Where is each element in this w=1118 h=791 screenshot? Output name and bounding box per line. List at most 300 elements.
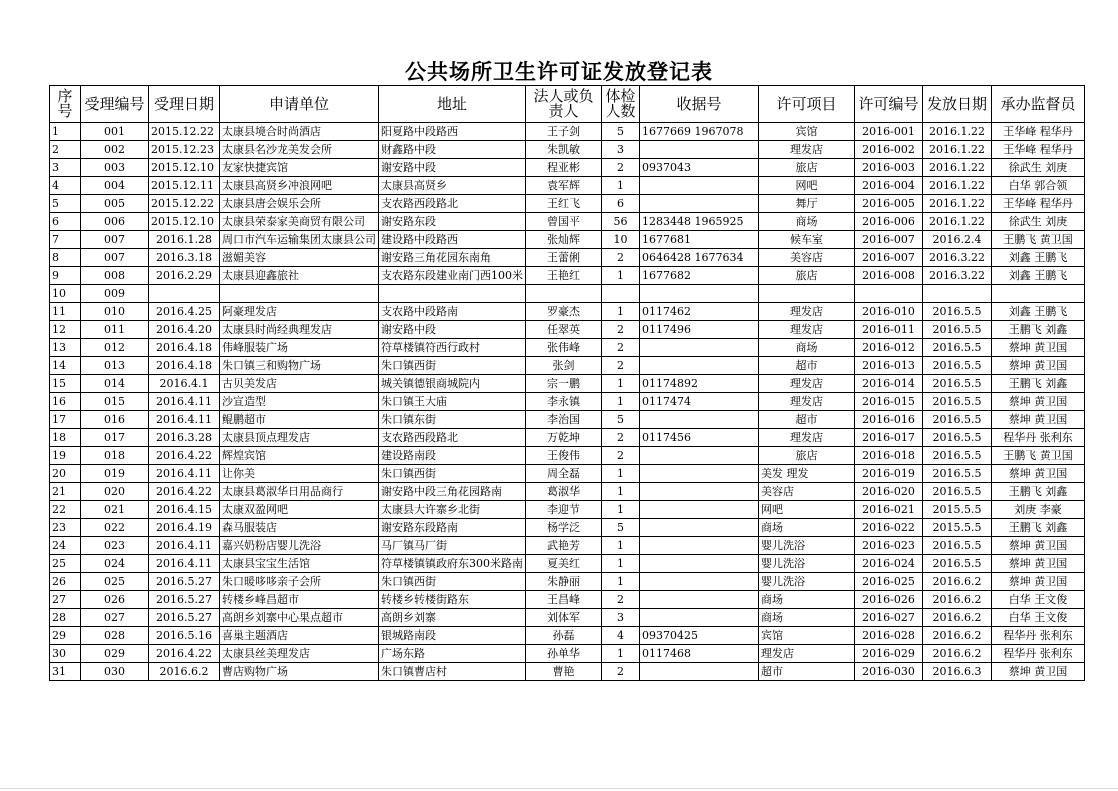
cell-license-no: 2016-022 bbox=[855, 519, 923, 537]
cell-receipt-no bbox=[640, 537, 759, 555]
cell-applicant: 伟峰服装广场 bbox=[220, 339, 379, 357]
cell-accept-date: 2015.12.23 bbox=[149, 141, 220, 159]
cell-accept-date: 2016.4.11 bbox=[149, 465, 220, 483]
cell-exam-count: 1 bbox=[602, 645, 640, 663]
cell-applicant: 太康县迎鑫旅社 bbox=[220, 267, 379, 285]
cell-legal-person: 王红飞 bbox=[526, 195, 602, 213]
cell-issue-date: 2016.2.4 bbox=[923, 231, 992, 249]
cell-legal-person: 王蕾俐 bbox=[526, 249, 602, 267]
cell-exam-count: 56 bbox=[602, 213, 640, 231]
cell-supervisor: 王鹏飞 黄卫国 bbox=[992, 231, 1085, 249]
cell-receipt-no bbox=[640, 411, 759, 429]
cell-license-no: 2016-020 bbox=[855, 483, 923, 501]
cell-legal-person: 张伟峰 bbox=[526, 339, 602, 357]
cell-accept-date: 2015.12.10 bbox=[149, 213, 220, 231]
cell-accept-date: 2016.4.22 bbox=[149, 447, 220, 465]
cell-accept-no: 023 bbox=[81, 537, 149, 555]
table-row bbox=[50, 213, 1085, 231]
cell-accept-no: 002 bbox=[81, 141, 149, 159]
cell-applicant: 太康县顶点理发店 bbox=[220, 429, 379, 447]
cell-issue-date: 2015.5.5 bbox=[923, 519, 992, 537]
cell-seq: 13 bbox=[50, 339, 81, 357]
cell-applicant: 转楼乡峰昌超市 bbox=[220, 591, 379, 609]
cell-accept-date: 2016.4.15 bbox=[149, 501, 220, 519]
cell-seq: 12 bbox=[50, 321, 81, 339]
cell-license-item: 旅店 bbox=[759, 447, 855, 465]
table-row bbox=[50, 123, 1085, 141]
cell-receipt-no bbox=[640, 285, 759, 303]
cell-license-no: 2016-012 bbox=[855, 339, 923, 357]
cell-legal-person: 李迎节 bbox=[526, 501, 602, 519]
cell-applicant: 朱口暖哆哆亲子会所 bbox=[220, 573, 379, 591]
cell-receipt-no bbox=[640, 447, 759, 465]
cell-receipt-no bbox=[640, 177, 759, 195]
cell-address: 谢安路东段 bbox=[379, 213, 526, 231]
cell-applicant: 让你美 bbox=[220, 465, 379, 483]
cell-issue-date: 2016.1.22 bbox=[923, 159, 992, 177]
cell-license-no: 2016-010 bbox=[855, 303, 923, 321]
cell-license-no: 2016-029 bbox=[855, 645, 923, 663]
cell-seq: 17 bbox=[50, 411, 81, 429]
cell-issue-date: 2016.5.5 bbox=[923, 483, 992, 501]
cell-accept-date: 2016.4.19 bbox=[149, 519, 220, 537]
header-accept-no: 受理编号 bbox=[81, 86, 149, 123]
cell-accept-date: 2016.4.20 bbox=[149, 321, 220, 339]
cell-supervisor: 王鹏飞 黄卫国 bbox=[992, 447, 1085, 465]
cell-issue-date: 2016.3.22 bbox=[923, 249, 992, 267]
cell-supervisor: 徐武生 刘庚 bbox=[992, 213, 1085, 231]
cell-exam-count: 6 bbox=[602, 195, 640, 213]
cell-supervisor: 刘鑫 王鹏飞 bbox=[992, 249, 1085, 267]
cell-accept-date: 2016.3.28 bbox=[149, 429, 220, 447]
cell-exam-count: 2 bbox=[602, 339, 640, 357]
cell-license-no: 2016-024 bbox=[855, 555, 923, 573]
cell-supervisor: 程华丹 张利东 bbox=[992, 645, 1085, 663]
cell-exam-count: 2 bbox=[602, 321, 640, 339]
cell-license-item: 商场 bbox=[759, 591, 855, 609]
cell-address: 财鑫路中段 bbox=[379, 141, 526, 159]
cell-supervisor: 蔡坤 黄卫国 bbox=[992, 411, 1085, 429]
cell-seq: 22 bbox=[50, 501, 81, 519]
cell-address: 阳夏路中段路西 bbox=[379, 123, 526, 141]
cell-issue-date: 2015.5.5 bbox=[923, 501, 992, 519]
cell-license-item: 美发 理发 bbox=[759, 465, 855, 483]
cell-legal-person: 王艳红 bbox=[526, 267, 602, 285]
cell-seq: 18 bbox=[50, 429, 81, 447]
cell-license-item: 舞厅 bbox=[759, 195, 855, 213]
cell-exam-count: 1 bbox=[602, 483, 640, 501]
cell-license-no: 2016-027 bbox=[855, 609, 923, 627]
cell-issue-date: 2016.5.5 bbox=[923, 555, 992, 573]
cell-applicant: 友家快捷宾馆 bbox=[220, 159, 379, 177]
cell-receipt-no bbox=[640, 141, 759, 159]
cell-exam-count: 2 bbox=[602, 159, 640, 177]
cell-address: 太康县大许寨乡北街 bbox=[379, 501, 526, 519]
cell-accept-date: 2016.6.2 bbox=[149, 663, 220, 681]
cell-address: 朱口镇西街 bbox=[379, 357, 526, 375]
cell-issue-date: 2016.1.22 bbox=[923, 177, 992, 195]
cell-license-no: 2016-018 bbox=[855, 447, 923, 465]
cell-exam-count: 5 bbox=[602, 519, 640, 537]
cell-license-item: 网吧 bbox=[759, 501, 855, 519]
header-seq: 序号 bbox=[50, 86, 81, 123]
cell-supervisor bbox=[992, 285, 1085, 303]
cell-address: 支农路西段路北 bbox=[379, 195, 526, 213]
cell-receipt-no bbox=[640, 339, 759, 357]
table-header-row bbox=[50, 86, 1085, 123]
cell-address: 朱口镇王大庙 bbox=[379, 393, 526, 411]
header-issue-date: 发放日期 bbox=[923, 86, 992, 123]
cell-receipt-no: 1283448 1965925 bbox=[640, 213, 759, 231]
table-row bbox=[50, 573, 1085, 591]
cell-legal-person: 袁军辉 bbox=[526, 177, 602, 195]
cell-license-no: 2016-021 bbox=[855, 501, 923, 519]
cell-license-item: 超市 bbox=[759, 411, 855, 429]
cell-legal-person: 王昌峰 bbox=[526, 591, 602, 609]
cell-supervisor: 王华峰 程华丹 bbox=[992, 141, 1085, 159]
cell-issue-date: 2016.5.5 bbox=[923, 429, 992, 447]
cell-accept-date: 2016.4.11 bbox=[149, 393, 220, 411]
cell-license-no: 2016-006 bbox=[855, 213, 923, 231]
cell-applicant: 鲲鹏超市 bbox=[220, 411, 379, 429]
table-row bbox=[50, 645, 1085, 663]
table-row bbox=[50, 195, 1085, 213]
cell-supervisor: 蔡坤 黄卫国 bbox=[992, 393, 1085, 411]
cell-license-no bbox=[855, 285, 923, 303]
cell-supervisor: 程华丹 张利东 bbox=[992, 429, 1085, 447]
cell-accept-date: 2016.4.1 bbox=[149, 375, 220, 393]
cell-address: 支农路西段路北 bbox=[379, 429, 526, 447]
cell-exam-count: 1 bbox=[602, 267, 640, 285]
cell-address: 符草楼镇符西行政村 bbox=[379, 339, 526, 357]
header-exam-count: 体检人数 bbox=[602, 86, 640, 123]
cell-receipt-no: 1677682 bbox=[640, 267, 759, 285]
cell-applicant: 阿豪理发店 bbox=[220, 303, 379, 321]
cell-exam-count: 2 bbox=[602, 429, 640, 447]
cell-applicant: 森马服装店 bbox=[220, 519, 379, 537]
cell-seq: 31 bbox=[50, 663, 81, 681]
cell-license-item: 商场 bbox=[759, 519, 855, 537]
cell-exam-count: 2 bbox=[602, 663, 640, 681]
table-row bbox=[50, 663, 1085, 681]
cell-license-item: 宾馆 bbox=[759, 627, 855, 645]
table-row bbox=[50, 393, 1085, 411]
cell-license-item: 理发店 bbox=[759, 303, 855, 321]
cell-accept-no: 005 bbox=[81, 195, 149, 213]
cell-accept-no: 011 bbox=[81, 321, 149, 339]
cell-address: 建设路南段 bbox=[379, 447, 526, 465]
cell-license-item: 理发店 bbox=[759, 141, 855, 159]
cell-legal-person: 孙单华 bbox=[526, 645, 602, 663]
cell-applicant: 太康县唐会娱乐会所 bbox=[220, 195, 379, 213]
cell-seq: 9 bbox=[50, 267, 81, 285]
cell-accept-no: 008 bbox=[81, 267, 149, 285]
cell-address: 朱口镇西街 bbox=[379, 465, 526, 483]
cell-applicant: 辉煌宾馆 bbox=[220, 447, 379, 465]
cell-exam-count: 5 bbox=[602, 411, 640, 429]
cell-exam-count: 2 bbox=[602, 249, 640, 267]
cell-applicant bbox=[220, 285, 379, 303]
cell-receipt-no bbox=[640, 519, 759, 537]
page-title: 公共场所卫生许可证发放登记表 bbox=[405, 60, 713, 84]
cell-accept-no: 001 bbox=[81, 123, 149, 141]
cell-issue-date: 2016.1.22 bbox=[923, 141, 992, 159]
cell-issue-date: 2016.6.2 bbox=[923, 645, 992, 663]
cell-legal-person: 王俊伟 bbox=[526, 447, 602, 465]
cell-address: 支农路中段路南 bbox=[379, 303, 526, 321]
cell-issue-date: 2016.3.22 bbox=[923, 267, 992, 285]
cell-seq: 26 bbox=[50, 573, 81, 591]
cell-license-no: 2016-005 bbox=[855, 195, 923, 213]
cell-issue-date: 2016.6.2 bbox=[923, 573, 992, 591]
cell-accept-no: 013 bbox=[81, 357, 149, 375]
cell-license-no: 2016-001 bbox=[855, 123, 923, 141]
table-row bbox=[50, 537, 1085, 555]
cell-accept-no: 030 bbox=[81, 663, 149, 681]
cell-accept-date: 2015.12.10 bbox=[149, 159, 220, 177]
cell-address: 银城路南段 bbox=[379, 627, 526, 645]
cell-seq: 7 bbox=[50, 231, 81, 249]
table-row bbox=[50, 627, 1085, 645]
cell-license-no: 2016-004 bbox=[855, 177, 923, 195]
cell-exam-count: 1 bbox=[602, 177, 640, 195]
cell-address: 谢安路中段三角花园路南 bbox=[379, 483, 526, 501]
cell-legal-person: 张灿辉 bbox=[526, 231, 602, 249]
cell-supervisor: 蔡坤 黄卫国 bbox=[992, 339, 1085, 357]
cell-license-no: 2016-007 bbox=[855, 249, 923, 267]
header-license-item: 许可项目 bbox=[759, 86, 855, 123]
cell-legal-person: 万乾坤 bbox=[526, 429, 602, 447]
cell-issue-date bbox=[923, 285, 992, 303]
cell-accept-date bbox=[149, 285, 220, 303]
cell-license-item: 理发店 bbox=[759, 375, 855, 393]
table-row bbox=[50, 609, 1085, 627]
cell-issue-date: 2016.6.2 bbox=[923, 591, 992, 609]
cell-accept-no: 007 bbox=[81, 231, 149, 249]
cell-accept-date: 2016.4.11 bbox=[149, 411, 220, 429]
cell-supervisor: 白华 王文俊 bbox=[992, 591, 1085, 609]
cell-accept-date: 2016.4.22 bbox=[149, 483, 220, 501]
table-row bbox=[50, 159, 1085, 177]
table-row bbox=[50, 357, 1085, 375]
header-receipt-no: 收据号 bbox=[640, 86, 759, 123]
cell-accept-date: 2016.4.22 bbox=[149, 645, 220, 663]
cell-exam-count: 1 bbox=[602, 465, 640, 483]
table-row bbox=[50, 267, 1085, 285]
cell-issue-date: 2016.1.22 bbox=[923, 123, 992, 141]
cell-exam-count: 1 bbox=[602, 393, 640, 411]
cell-address: 广场东路 bbox=[379, 645, 526, 663]
cell-exam-count: 1 bbox=[602, 555, 640, 573]
cell-accept-date: 2016.5.16 bbox=[149, 627, 220, 645]
cell-applicant: 太康县荣泰家美商贸有限公司 bbox=[220, 213, 379, 231]
cell-license-no: 2016-017 bbox=[855, 429, 923, 447]
cell-legal-person: 程亚彬 bbox=[526, 159, 602, 177]
cell-applicant: 太康县丝美理发店 bbox=[220, 645, 379, 663]
cell-accept-no: 004 bbox=[81, 177, 149, 195]
cell-accept-no: 019 bbox=[81, 465, 149, 483]
cell-exam-count: 1 bbox=[602, 501, 640, 519]
cell-supervisor: 刘鑫 王鹏飞 bbox=[992, 267, 1085, 285]
cell-seq: 20 bbox=[50, 465, 81, 483]
cell-license-item: 理发店 bbox=[759, 321, 855, 339]
cell-license-item: 婴儿洗浴 bbox=[759, 537, 855, 555]
cell-accept-date: 2016.4.11 bbox=[149, 537, 220, 555]
cell-seq: 5 bbox=[50, 195, 81, 213]
cell-issue-date: 2016.6.2 bbox=[923, 627, 992, 645]
cell-address: 谢安路三角花园东南角 bbox=[379, 249, 526, 267]
cell-address: 谢安路东段路南 bbox=[379, 519, 526, 537]
cell-seq: 16 bbox=[50, 393, 81, 411]
cell-accept-date: 2016.4.18 bbox=[149, 339, 220, 357]
cell-accept-no: 016 bbox=[81, 411, 149, 429]
cell-legal-person: 夏美红 bbox=[526, 555, 602, 573]
cell-accept-no: 029 bbox=[81, 645, 149, 663]
cell-applicant: 曹店购物广场 bbox=[220, 663, 379, 681]
cell-seq: 23 bbox=[50, 519, 81, 537]
cell-seq: 15 bbox=[50, 375, 81, 393]
cell-legal-person: 葛淑华 bbox=[526, 483, 602, 501]
cell-address: 谢安路中段 bbox=[379, 159, 526, 177]
cell-address: 建设路中段路西 bbox=[379, 231, 526, 249]
table-row bbox=[50, 429, 1085, 447]
cell-accept-date: 2016.5.27 bbox=[149, 591, 220, 609]
cell-license-item: 商场 bbox=[759, 213, 855, 231]
cell-legal-person: 孙磊 bbox=[526, 627, 602, 645]
cell-license-no: 2016-015 bbox=[855, 393, 923, 411]
cell-issue-date: 2016.5.5 bbox=[923, 447, 992, 465]
cell-accept-date: 2016.5.27 bbox=[149, 609, 220, 627]
cell-receipt-no bbox=[640, 501, 759, 519]
cell-receipt-no: 1677669 1967078 bbox=[640, 123, 759, 141]
cell-license-no: 2016-003 bbox=[855, 159, 923, 177]
cell-legal-person: 曹艳 bbox=[526, 663, 602, 681]
cell-address: 符草楼镇镇政府东300米路南 bbox=[379, 555, 526, 573]
cell-supervisor: 蔡坤 黄卫国 bbox=[992, 663, 1085, 681]
cell-address: 太康县高贤乡 bbox=[379, 177, 526, 195]
table-row bbox=[50, 375, 1085, 393]
cell-license-item: 理发店 bbox=[759, 393, 855, 411]
cell-license-no: 2016-019 bbox=[855, 465, 923, 483]
cell-seq: 14 bbox=[50, 357, 81, 375]
cell-applicant: 喜巢主题酒店 bbox=[220, 627, 379, 645]
cell-seq: 25 bbox=[50, 555, 81, 573]
header-address: 地址 bbox=[379, 86, 526, 123]
cell-applicant: 沙宣造型 bbox=[220, 393, 379, 411]
cell-legal-person: 罗豪杰 bbox=[526, 303, 602, 321]
cell-license-no: 2016-030 bbox=[855, 663, 923, 681]
cell-legal-person: 宗一鹏 bbox=[526, 375, 602, 393]
table-body bbox=[50, 123, 1085, 681]
cell-license-no: 2016-026 bbox=[855, 591, 923, 609]
cell-supervisor: 刘庚 李豪 bbox=[992, 501, 1085, 519]
table-row bbox=[50, 339, 1085, 357]
cell-seq: 28 bbox=[50, 609, 81, 627]
cell-supervisor: 刘鑫 王鹏飞 bbox=[992, 303, 1085, 321]
table-row bbox=[50, 285, 1085, 303]
table-row bbox=[50, 411, 1085, 429]
cell-address: 支农路东段建业南门西100米 bbox=[379, 267, 526, 285]
cell-accept-no: 020 bbox=[81, 483, 149, 501]
cell-accept-date: 2015.12.11 bbox=[149, 177, 220, 195]
cell-license-item: 理发店 bbox=[759, 429, 855, 447]
cell-license-item: 美容店 bbox=[759, 483, 855, 501]
cell-exam-count: 3 bbox=[602, 141, 640, 159]
table-row bbox=[50, 519, 1085, 537]
cell-issue-date: 2016.6.2 bbox=[923, 609, 992, 627]
cell-accept-no: 015 bbox=[81, 393, 149, 411]
cell-supervisor: 王鹏飞 刘鑫 bbox=[992, 375, 1085, 393]
cell-license-item: 美容店 bbox=[759, 249, 855, 267]
cell-license-no: 2016-008 bbox=[855, 267, 923, 285]
cell-issue-date: 2016.5.5 bbox=[923, 375, 992, 393]
cell-legal-person: 曾国平 bbox=[526, 213, 602, 231]
cell-legal-person: 朱静丽 bbox=[526, 573, 602, 591]
cell-address: 谢安路中段 bbox=[379, 321, 526, 339]
cell-accept-no: 018 bbox=[81, 447, 149, 465]
cell-address bbox=[379, 285, 526, 303]
cell-receipt-no bbox=[640, 465, 759, 483]
table-row bbox=[50, 501, 1085, 519]
cell-license-item: 网吧 bbox=[759, 177, 855, 195]
cell-exam-count: 10 bbox=[602, 231, 640, 249]
cell-issue-date: 2016.5.5 bbox=[923, 537, 992, 555]
cell-applicant: 太康县高贤乡冲浪网吧 bbox=[220, 177, 379, 195]
cell-applicant: 古贝美发店 bbox=[220, 375, 379, 393]
cell-exam-count: 1 bbox=[602, 303, 640, 321]
cell-license-no: 2016-014 bbox=[855, 375, 923, 393]
cell-license-item: 超市 bbox=[759, 663, 855, 681]
cell-receipt-no: 1677681 bbox=[640, 231, 759, 249]
cell-supervisor: 蔡坤 黄卫国 bbox=[992, 465, 1085, 483]
cell-accept-no: 007 bbox=[81, 249, 149, 267]
cell-supervisor: 王鹏飞 刘鑫 bbox=[992, 321, 1085, 339]
cell-accept-no: 014 bbox=[81, 375, 149, 393]
cell-applicant: 太康县名沙龙美发会所 bbox=[220, 141, 379, 159]
cell-license-item: 宾馆 bbox=[759, 123, 855, 141]
cell-seq: 19 bbox=[50, 447, 81, 465]
table-row bbox=[50, 321, 1085, 339]
cell-license-item: 婴儿洗浴 bbox=[759, 573, 855, 591]
cell-receipt-no: 0937043 bbox=[640, 159, 759, 177]
page-bottom-divider bbox=[0, 788, 1118, 789]
cell-applicant: 太康县时尚经典理发店 bbox=[220, 321, 379, 339]
cell-address: 转楼乡转楼街路东 bbox=[379, 591, 526, 609]
cell-issue-date: 2016.5.5 bbox=[923, 393, 992, 411]
cell-receipt-no bbox=[640, 609, 759, 627]
cell-legal-person bbox=[526, 285, 602, 303]
cell-legal-person: 王子剑 bbox=[526, 123, 602, 141]
cell-accept-no: 027 bbox=[81, 609, 149, 627]
cell-license-item bbox=[759, 285, 855, 303]
cell-receipt-no: 0117462 bbox=[640, 303, 759, 321]
cell-receipt-no: 0117468 bbox=[640, 645, 759, 663]
cell-address: 城关镇德银商城院内 bbox=[379, 375, 526, 393]
cell-applicant: 高朗乡刘寨中心果点超市 bbox=[220, 609, 379, 627]
cell-exam-count: 2 bbox=[602, 591, 640, 609]
cell-issue-date: 2016.5.5 bbox=[923, 357, 992, 375]
cell-exam-count: 3 bbox=[602, 609, 640, 627]
cell-exam-count: 2 bbox=[602, 447, 640, 465]
cell-applicant: 滋媚美容 bbox=[220, 249, 379, 267]
cell-exam-count bbox=[602, 285, 640, 303]
cell-supervisor: 白华 王文俊 bbox=[992, 609, 1085, 627]
cell-receipt-no bbox=[640, 195, 759, 213]
cell-applicant: 太康县宝宝生活馆 bbox=[220, 555, 379, 573]
cell-receipt-no: 01174892 bbox=[640, 375, 759, 393]
cell-seq: 27 bbox=[50, 591, 81, 609]
cell-license-item: 商场 bbox=[759, 339, 855, 357]
